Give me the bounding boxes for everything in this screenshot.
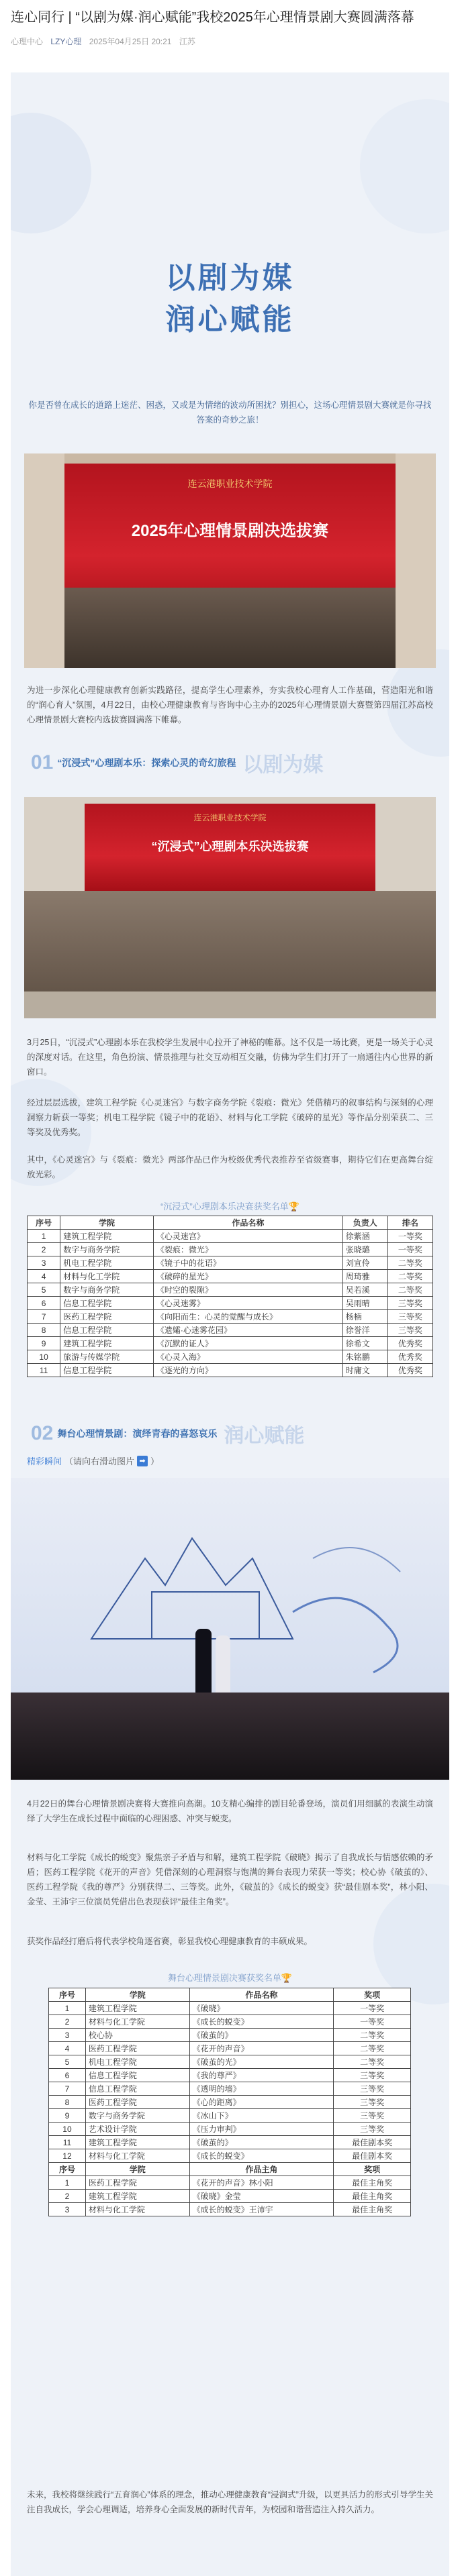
table-cell: 徐誉洋 (342, 1324, 387, 1337)
section-heading-1 (31, 747, 323, 779)
table-cell: 6 (28, 1297, 60, 1310)
table-cell: 二等奖 (334, 2055, 411, 2069)
table-cell: 数字与商务学院 (85, 2109, 189, 2123)
highlights-carousel[interactable] (11, 1478, 449, 1780)
highlights-label: 精彩瞬间 （请向右滑动图片 ➡ ） (27, 1454, 159, 1467)
table-cell: 一等奖 (387, 1243, 432, 1256)
section-ghost-text: 以剧为媒 (242, 754, 324, 776)
table2-caption: 舞台心理情景剧决赛获奖名单🏆 (167, 1973, 293, 1983)
table-cell: 10 (28, 1350, 60, 1364)
section-title: “沉浸式”心理剧本乐：探索心灵的奇幻旅程 (57, 757, 236, 768)
table-cell: 朱铭鹏 (342, 1350, 387, 1364)
table-row (49, 2203, 411, 2216)
table-cell: 2 (49, 2190, 86, 2203)
section-number: 02 (31, 1422, 54, 1444)
table-cell: 三等奖 (334, 2096, 411, 2109)
table-cell: 2 (49, 2015, 86, 2029)
location-label: 江苏 (179, 37, 195, 46)
stage-school: 连云港职业技术学院 (187, 478, 273, 489)
table-cell: 《破茧的》 (189, 2029, 334, 2042)
table-row (49, 2176, 411, 2190)
table-cell: 3 (28, 1256, 60, 1270)
table-cell: 优秀奖 (387, 1364, 432, 1377)
section-title: 舞台心理情景剧：演绎青春的喜怒哀乐 (57, 1428, 218, 1439)
table-cell: 7 (49, 2082, 86, 2096)
table-cell: 《沉默的证人》 (153, 1337, 342, 1350)
table-cell: 8 (49, 2096, 86, 2109)
table-row (28, 1283, 433, 1297)
column-header: 学院 (85, 1988, 189, 2002)
paragraph-intro: 为进一步深化心理健康教育创新实践路径，提高学生心理素养，夯实我校心理育人工作基础，营造阳光和谐的“润心育人”氛围，4月22日，由校心理健康教育与咨询中心主办的2025年心理情景剧大赛暨第四届江苏高校心理情景剧大赛校内选拔赛圆满落下帷幕。 (27, 686, 433, 724)
column-header: 负责人 (342, 1216, 387, 1230)
table-row (49, 2109, 411, 2123)
table-cell: 11 (28, 1364, 60, 1377)
table-cell: 一等奖 (387, 1230, 432, 1243)
table-row (49, 2002, 411, 2015)
arrow-right-icon: ➡ (137, 1456, 148, 1466)
table-cell: 机电工程学院 (60, 1256, 154, 1270)
table-cell: 《遗孀·心迷雾花园》 (153, 1324, 342, 1337)
table-cell: 医药工程学院 (85, 2042, 189, 2055)
table-cell: 《破碎的星光》 (153, 1270, 342, 1283)
table-cell: 二等奖 (387, 1270, 432, 1283)
table-cell: 《破茧的》 (189, 2136, 334, 2149)
table-row (49, 2123, 411, 2136)
table-cell: 最佳剧本奖 (334, 2136, 411, 2149)
table-row (28, 1337, 433, 1350)
table-cell: 二等奖 (387, 1256, 432, 1270)
table-cell: 《成长的蜕变》 (189, 2149, 334, 2163)
table-cell: 3 (49, 2029, 86, 2042)
stage2-school: 连云港职业技术学院 (193, 813, 267, 822)
table1-caption: “沉浸式”心理剧本乐决赛获奖名单🏆 (160, 1201, 300, 1212)
column-header: 作品名称 (189, 1988, 334, 2002)
paragraph-recommended: 其中，《心灵迷宫》与《裂痕：微光》两部作品已作为校级优秀代表推荐至省级赛事，期待它们在更高舞台绽放光彩。 (27, 1155, 433, 1179)
table-subheader-row (49, 2163, 411, 2176)
table-row (49, 2190, 411, 2203)
table-cell: 吴若溪 (342, 1283, 387, 1297)
table-row (28, 1297, 433, 1310)
table-cell: 《成长的蜕变》 (189, 2015, 334, 2029)
table-cell: 9 (28, 1337, 60, 1350)
table-cell: 数字与商务学院 (60, 1283, 154, 1297)
table-cell: 徐希文 (342, 1337, 387, 1350)
table-cell: 建筑工程学院 (85, 2190, 189, 2203)
table-cell: 《透明的墙》 (189, 2082, 334, 2096)
table-cell: 材料与化工学院 (60, 1270, 154, 1283)
crowd-row (24, 588, 436, 668)
table-cell: 张晓璐 (342, 1243, 387, 1256)
table-cell: 信息工程学院 (60, 1364, 154, 1377)
table-cell: 1 (49, 2176, 86, 2190)
table-cell: 《逐光的方向》 (153, 1364, 342, 1377)
group-photo-stage (24, 453, 436, 668)
table-row (28, 1256, 433, 1270)
table-cell: 7 (28, 1310, 60, 1324)
table-header-row (28, 1216, 433, 1230)
table-row (28, 1364, 433, 1377)
table-cell: 12 (49, 2149, 86, 2163)
table-cell: 一等奖 (334, 2002, 411, 2015)
column-header: 学院 (85, 2163, 189, 2176)
table-cell: 二等奖 (334, 2029, 411, 2042)
section-ghost-text: 润心赋能 (224, 1425, 305, 1447)
scene-photo-scriptplay (24, 797, 436, 1018)
paragraph-scriptplay: 3月25日，“沉浸式”心理剧本乐在我校学生发展中心拉开了神秘的帷幕。这不仅是一场比赛，更是一场关于心灵的深度对话。在这里，角色扮演、情景推理与社交互动相互交融，仿佛为学生们打开了一扇通往内心世界的新窗口。 (27, 1038, 433, 1077)
table-cell: 10 (49, 2123, 86, 2136)
highlights-title: 精彩瞬间 (27, 1456, 62, 1466)
paragraph-winners: 经过层层选拔，建筑工程学院《心灵迷宫》与数字商务学院《裂痕：微光》凭借精巧的叙事结构与深刻的心理洞察力斩获一等奖；机电工程学院《镜子中的花语》、材料与化工学院《破碎的星光》等作品分别荣获二、三等奖及优秀奖。 (27, 1098, 433, 1137)
table-cell: 三等奖 (387, 1297, 432, 1310)
table-cell: 材料与化工学院 (85, 2203, 189, 2216)
article-title: 连心同行 | “以剧为媒·润心赋能”我校2025年心理情景剧大赛圆满落幕 (11, 10, 414, 25)
table-cell: 《花开的声音》林小阳 (189, 2176, 334, 2190)
table-cell: 三等奖 (387, 1324, 432, 1337)
banner-line2: 润心赋能 (165, 303, 295, 336)
table-cell: 《时空的裂隙》 (153, 1283, 342, 1297)
table-cell: 校心协 (85, 2029, 189, 2042)
table-row (49, 2082, 411, 2096)
table-cell: 9 (49, 2109, 86, 2123)
stage-results-table (48, 1988, 411, 2216)
table-cell: 2 (28, 1243, 60, 1256)
banner-line1: 以剧为媒 (165, 262, 295, 294)
table-cell: 最佳主角奖 (334, 2203, 411, 2216)
table-cell: 三等奖 (334, 2109, 411, 2123)
table-cell: 建筑工程学院 (85, 2136, 189, 2149)
table-cell: 旅游与传媒学院 (60, 1350, 154, 1364)
table-row (49, 2136, 411, 2149)
table-cell: 《心灵迷雾》 (153, 1297, 342, 1310)
intro-text: 你是否曾在成长的道路上迷茫、困惑，又或是为情绪的波动所困扰？别担心，这场心理情景剧大赛就是你寻找答案的奇妙之旅！ (28, 400, 432, 425)
paragraph-stage-finals: 4月22日的舞台心理情景剧决赛将大赛推向高潮。10支精心编排的剧目轮番登场，演员们用细腻的表演生动演绎了大学生在成长过程中面临的心理困惑、冲突与蜕变。 (27, 1799, 433, 1823)
table-row (49, 2042, 411, 2055)
author-link[interactable]: LZY心理 (50, 37, 82, 46)
table-cell: 医药工程学院 (85, 2176, 189, 2190)
table-row (49, 2069, 411, 2082)
table-cell: 建筑工程学院 (60, 1337, 154, 1350)
column-header: 奖项 (334, 2163, 411, 2176)
table-cell: 材料与化工学院 (85, 2015, 189, 2029)
section-number: 01 (31, 751, 54, 773)
paragraph-provincial: 获奖作品经打磨后将代表学校角逐省赛，彰显我校心理健康教育的丰硕成果。 (27, 1937, 313, 1946)
table-cell: 《镜子中的花语》 (153, 1256, 342, 1270)
table-cell: 《花开的声音》 (189, 2042, 334, 2055)
table-cell: 5 (49, 2055, 86, 2069)
table-cell: 周琦雅 (342, 1270, 387, 1283)
table-cell: 二等奖 (334, 2042, 411, 2055)
table-cell: 《心灵入海》 (153, 1350, 342, 1364)
column-header: 序号 (28, 1216, 60, 1230)
table-cell: 最佳主角奖 (334, 2176, 411, 2190)
table-cell: 刘宣伶 (342, 1256, 387, 1270)
table-cell: 5 (28, 1283, 60, 1297)
table-cell: 8 (28, 1324, 60, 1337)
publish-datetime: 2025年04月25日 20:21 (89, 37, 172, 46)
table-cell: 《破茧的光》 (189, 2055, 334, 2069)
table-row (28, 1310, 433, 1324)
table-cell: 信息工程学院 (60, 1324, 154, 1337)
table-cell: 时庸文 (342, 1364, 387, 1377)
stage-event: 2025年心理情景剧决选拔赛 (131, 522, 329, 540)
section-heading-2 (31, 1417, 304, 1450)
column-header: 奖项 (334, 1988, 411, 2002)
table-cell: 信息工程学院 (60, 1297, 154, 1310)
table-cell: 艺术设计学院 (85, 2123, 189, 2136)
table-cell: 4 (49, 2042, 86, 2055)
table-cell: 《我的尊严》 (189, 2069, 334, 2082)
table-header-row (49, 1988, 411, 2002)
table-row (49, 2096, 411, 2109)
table-cell: 建筑工程学院 (85, 2002, 189, 2015)
table-cell: 《破晓》 (189, 2002, 334, 2015)
table-row (49, 2149, 411, 2163)
scriptplay-results-table (27, 1216, 433, 1377)
table-cell: 材料与化工学院 (85, 2149, 189, 2163)
table-cell: 徐紫涵 (342, 1230, 387, 1243)
table-row (49, 2029, 411, 2042)
column-header: 序号 (49, 1988, 86, 2002)
table-cell: 《冰山下》 (189, 2109, 334, 2123)
table-cell: 机电工程学院 (85, 2055, 189, 2069)
table-row (28, 1270, 433, 1283)
column-header: 作品主角 (189, 2163, 334, 2176)
stage2-event: “沉浸式”心理剧本乐决选拔赛 (151, 840, 309, 853)
table-cell: 建筑工程学院 (60, 1230, 154, 1243)
swipe-hint: （请向右滑动图片 (64, 1456, 135, 1466)
table-cell: 三等奖 (387, 1310, 432, 1324)
table-cell: 4 (28, 1270, 60, 1283)
table-cell: 1 (49, 2002, 86, 2015)
table-cell: 《裂痕：微光》 (153, 1243, 342, 1256)
article-meta (11, 36, 449, 47)
table-cell: 一等奖 (334, 2015, 411, 2029)
paragraph-outro: 未来，我校将继续践行“五育润心”体系的理念，推动心理健康教育“浸润式”升级，以更具活力的形式引导学生关注自我成长，学会心理调适，培养身心全面发展的新时代青年，为校园和谐营造注入持久活力。 (27, 2490, 433, 2514)
table-cell: 3 (49, 2203, 86, 2216)
table-cell: 《向阳而生：心灵的觉醒与成长》 (153, 1310, 342, 1324)
table-cell: 1 (28, 1230, 60, 1243)
table-cell: 最佳主角奖 (334, 2190, 411, 2203)
table-cell: 医药工程学院 (85, 2096, 189, 2109)
account-label: 心理中心 (11, 37, 44, 46)
article-body (11, 72, 449, 2576)
table-cell: 最佳剧本奖 (334, 2149, 411, 2163)
table-cell: 医药工程学院 (60, 1310, 154, 1324)
table-cell: 三等奖 (334, 2069, 411, 2082)
table-cell: 11 (49, 2136, 86, 2149)
table-row (49, 2055, 411, 2069)
table-row (28, 1324, 433, 1337)
table-cell: 信息工程学院 (85, 2082, 189, 2096)
table-cell: 信息工程学院 (85, 2069, 189, 2082)
stage-backdrop-2 (85, 804, 375, 891)
table-row (49, 2015, 411, 2029)
table-cell: 《破晓》金莹 (189, 2190, 334, 2203)
table-cell: 优秀奖 (387, 1337, 432, 1350)
table-cell: 6 (49, 2069, 86, 2082)
table-cell: 二等奖 (387, 1283, 432, 1297)
hero-banner (11, 72, 449, 388)
column-header: 序号 (49, 2163, 86, 2176)
table-cell: 吴雨晴 (342, 1297, 387, 1310)
table-cell: 《成长的蜕变》王沛宇 (189, 2203, 334, 2216)
column-header: 作品名称 (153, 1216, 342, 1230)
table-row (28, 1230, 433, 1243)
table-cell: 数字与商务学院 (60, 1243, 154, 1256)
table-cell: 《压力审判》 (189, 2123, 334, 2136)
paragraph-stage-winners: 材料与化工学院《成长的蜕变》聚焦亲子矛盾与和解，建筑工程学院《破晓》揭示了自我成长与情感依赖的矛盾；医药工程学院《花开的声音》凭借深刻的心理洞察与饱满的舞台表现力荣获一等奖；校心协《破茧的》、医药工程学院《我的尊严》分别获得二、三等奖。此外，《破茧的》《成长的蜕变》获“最佳剧本奖”，林小阳、金莹、王沛宇三位演员凭借出色表现获评“最佳主角奖”。 (27, 1853, 433, 1907)
audience-area (11, 1693, 449, 1780)
table-cell: 三等奖 (334, 2123, 411, 2136)
table-row (28, 1243, 433, 1256)
table-cell: 《心的距离》 (189, 2096, 334, 2109)
table-cell: 杨楠 (342, 1310, 387, 1324)
table-row (28, 1350, 433, 1364)
table-cell: 三等奖 (334, 2082, 411, 2096)
table-cell: 《心灵迷宫》 (153, 1230, 342, 1243)
column-header: 学院 (60, 1216, 154, 1230)
column-header: 排名 (387, 1216, 432, 1230)
table-cell: 优秀奖 (387, 1350, 432, 1364)
